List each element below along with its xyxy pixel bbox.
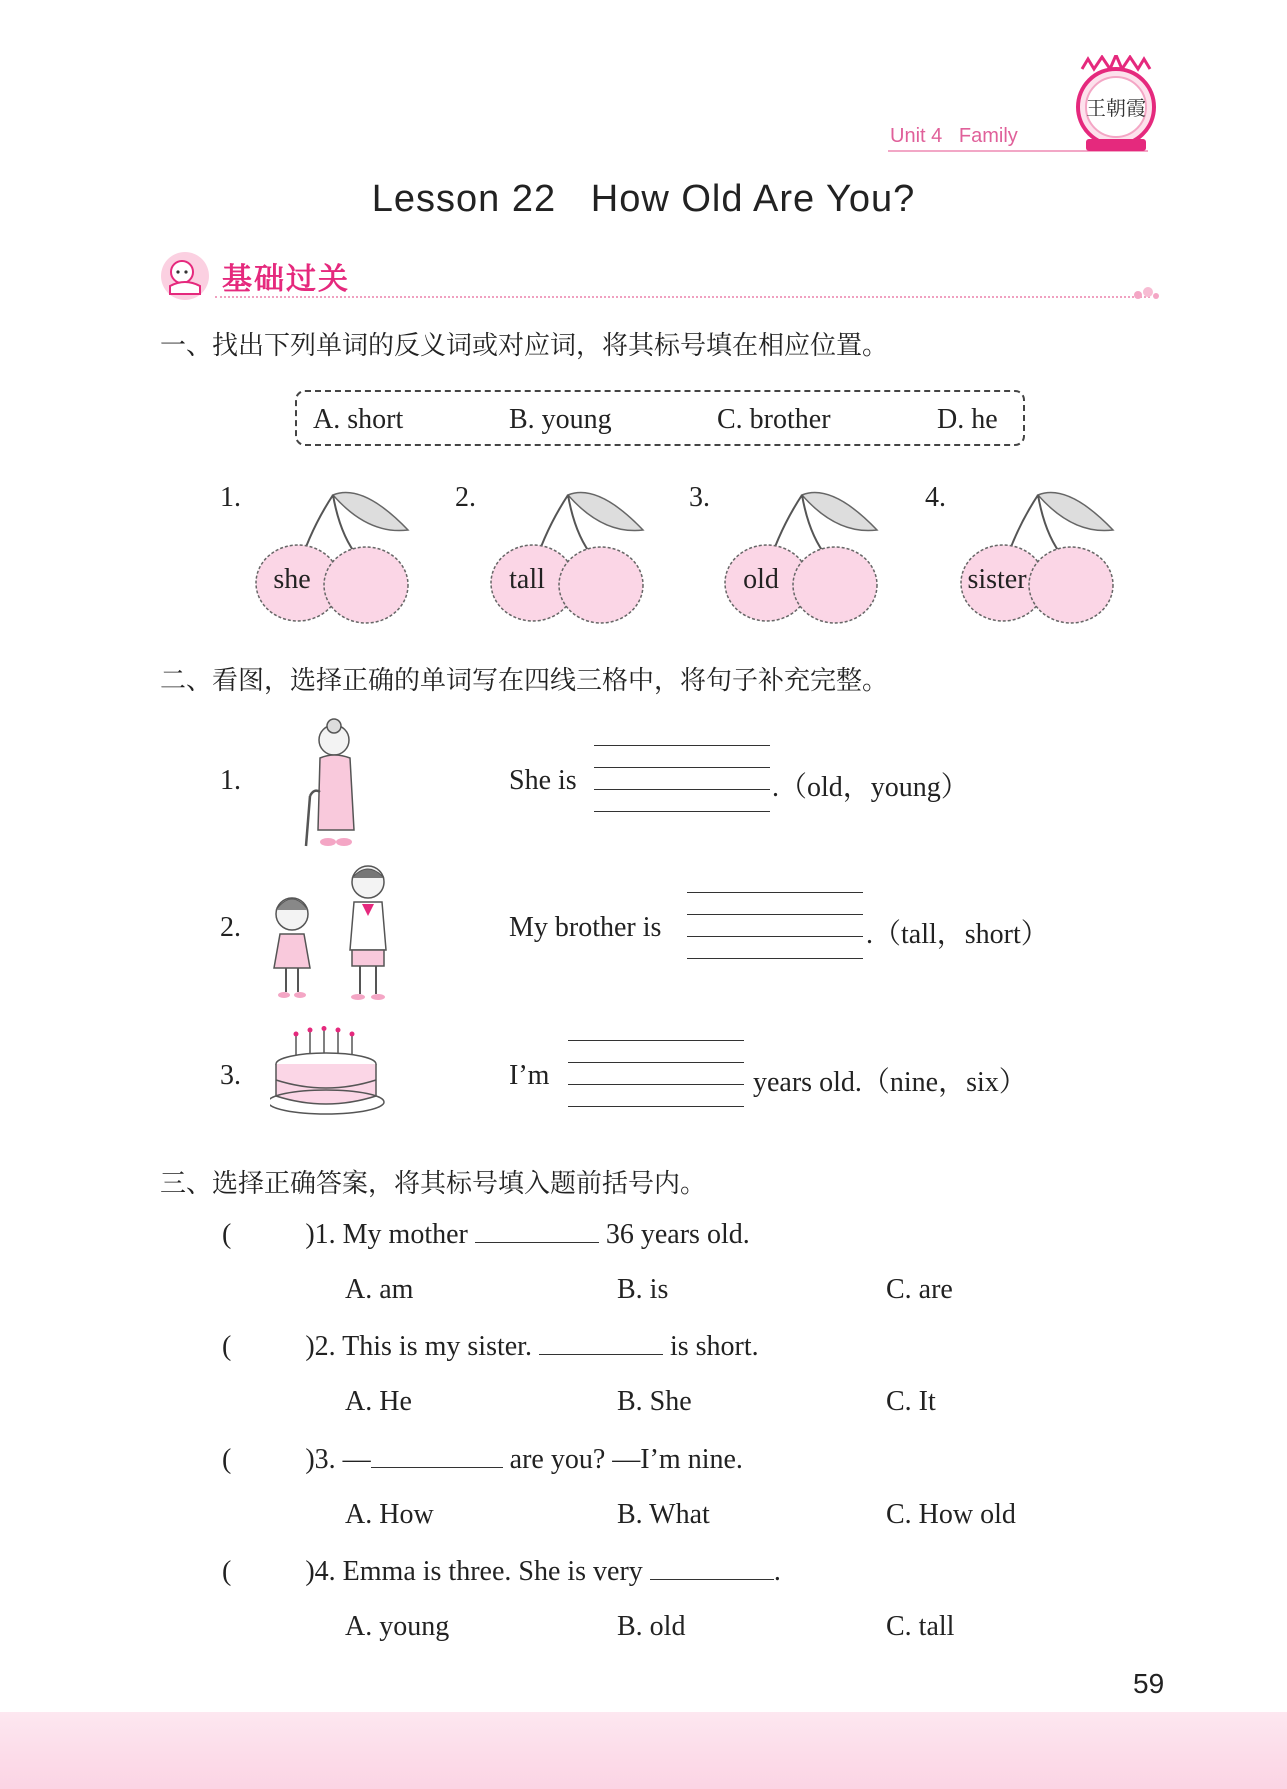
item-number: 2. [455,482,476,513]
birthday-cake-icon [270,1026,390,1118]
option-c: C. are [886,1274,953,1305]
section1-heading: 一、找出下列单词的反义词或对应词，将其标号填在相应位置。 [160,331,889,360]
item-number: 1. [220,765,241,796]
word-options-box [295,390,1025,446]
answer-blank [650,1555,774,1580]
cherry-word: sister [967,564,1027,595]
question-number: )3. [305,1444,336,1475]
answer-blank [475,1218,599,1243]
option-b: B. is [617,1274,669,1305]
four-line-writing-field[interactable] [568,1040,744,1106]
grandma-with-cane-icon [300,718,370,850]
question-text: 36 years old. [605,1219,750,1250]
unit-label [890,125,1018,148]
option-a: A. How [345,1499,434,1530]
mc-question [222,1443,743,1476]
unit-topic: Family [958,125,1018,147]
section2-heading: 二、看图，选择正确的单词写在四线三格中，将句子补充完整。 [160,666,889,695]
word-option: A. short [313,404,404,435]
answer-blank [371,1443,503,1468]
question-number: )4. [305,1556,336,1587]
cherry-icon [953,475,1123,625]
word-option: D. he [937,404,998,435]
banner-divider [215,296,1150,298]
cherry-word: she [273,564,311,595]
option-c: C. It [886,1386,936,1417]
unit-number: Unit 4 [890,125,943,147]
page-number: 59 [1133,1668,1165,1699]
question-text: My mother [342,1219,468,1250]
option-b: B. old [617,1611,686,1642]
four-line-writing-field[interactable] [594,745,770,811]
mc-question [222,1555,781,1588]
girl-and-boy-icon [268,858,398,1003]
mc-question [222,1330,759,1363]
option-c: C. tall [886,1611,955,1642]
cherry-word: old [743,564,779,595]
option-c: C. How old [886,1499,1016,1530]
question-text: . [773,1556,781,1587]
lesson-title: Lesson 22 How Old Are You? [371,178,916,220]
section-banner-title: 基础过关 [222,263,350,296]
question-text: — [342,1444,371,1475]
mc-question [222,1218,750,1251]
option-b: B. What [617,1499,710,1530]
question-number: )1. [305,1219,336,1250]
answer-paren-open[interactable]: ( [222,1331,232,1362]
question-number: )2. [305,1331,336,1362]
item-number: 3. [689,482,710,513]
question-text: is short. [669,1331,759,1362]
word-option: B. young [509,404,612,435]
item-number: 4. [925,482,946,513]
option-b: B. She [617,1386,692,1417]
publisher-badge-icon [1072,55,1160,153]
dots-ornament-icon [1130,283,1160,303]
item-number: 1. [220,482,241,513]
answer-blank [539,1330,663,1355]
answer-paren-open[interactable]: ( [222,1219,232,1250]
item-number: 2. [220,912,241,943]
girl-reading-icon [158,250,212,302]
answer-paren-open[interactable]: ( [222,1444,232,1475]
sentence-end: .（tall，short） [866,919,1049,950]
badge-name: 王朝霞 [1086,96,1146,120]
cherry-icon [248,475,418,625]
cherry-icon [483,475,653,625]
sentence-start: My brother is [509,912,662,943]
option-a: A. young [345,1611,450,1642]
footer-band [0,1712,1287,1789]
option-a: A. am [345,1274,414,1305]
question-text: Emma is three. She is very [342,1556,643,1587]
sentence-start: I’m [509,1060,550,1091]
answer-paren-open[interactable]: ( [222,1556,232,1587]
four-line-writing-field[interactable] [687,892,863,958]
question-text: This is my sister. [342,1331,532,1362]
sentence-end: years old.（nine，six） [753,1067,1027,1098]
section3-heading: 三、选择正确答案，将其标号填入题前括号内。 [160,1169,707,1198]
question-text: are you? —I’m nine. [509,1444,743,1475]
word-option: C. brother [717,404,831,435]
cherry-word: tall [509,564,545,595]
option-a: A. He [345,1386,412,1417]
sentence-end: .（old，young） [772,772,969,803]
cherry-icon [717,475,887,625]
sentence-start: She is [509,765,577,796]
item-number: 3. [220,1060,241,1091]
